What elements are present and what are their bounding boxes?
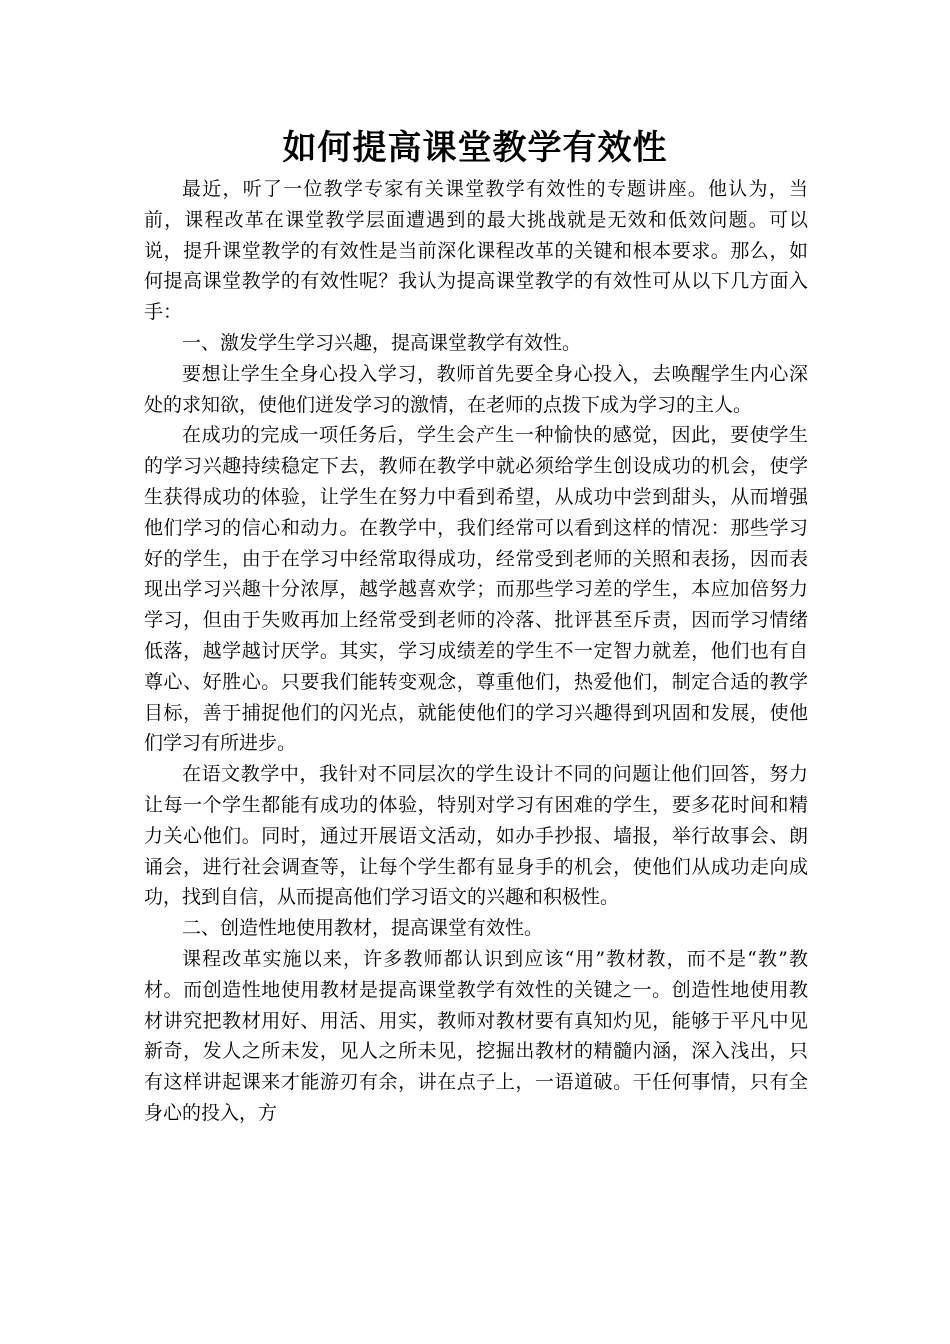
paragraph: 在成功的完成一项任务后，学生会产生一种愉快的感觉，因此，要使学生的学习兴趣持续稳定下去，教师在教学中就必须给学生创设成功的机会，使学生获得成功的体验，让学生在努力中看到希望，从成功中尝到甜头，从而增强他们学习的信心和动力。在教学中，我们经常可以看到这样的情况：那些学习好的学生，由于在学习中经常取得成功，经常受到老师的关照和表扬，因而表现出学习兴趣十分浓厚，越学越喜欢学；而那些学习差的学生，本应加倍努力学习，但由于失败再加上经常受到老师的冷落、批评甚至斥责，因而学习情绪低落，越学越讨厌学。其实，学习成绩差的学生不一定智力就差，他们也有自尊心、好胜心。只要我们能转变观念，尊重他们，热爱他们，制定合适的教学目标，善于捕捉他们的闪光点，就能使他们的学习兴趣得到巩固和发展，使他们学习有所进步。 [144,424,808,755]
section-heading-2: 二、创造性地使用教材，提高课堂有效性。 [182,917,544,940]
section-heading-1: 一、激发学生学习兴趣，提高课堂教学有效性。 [182,331,582,354]
paragraph: 在语文教学中，我针对不同层次的学生设计不同的问题让他们回答，努力让每一个学生都能有成功的体验，特别对学习有困难的学生，要多花时间和精力关心他们。同时，通过开展语文活动，如办手抄报、墙报，举行故事会、朗诵会，进行社会调查等，让每个学生都有显身手的机会，使他们从成功走向成功，找到自信，从而提高他们学习语文的兴趣和积极性。 [144,763,808,909]
paragraph-intro: 最近，听了一位教学专家有关课堂教学有效性的专题讲座。他认为，当前，课程改革在课堂教学层面遭遇到的最大挑战就是无效和低效问题。可以说，提升课堂教学的有效性是当前深化课程改革的关键和根本要求。那么，如何提高课堂教学的有效性呢？我认为提高课堂教学的有效性可从以下几方面入手： [144,178,808,324]
document-body [144,174,808,1129]
page-title: 如何提高课堂教学有效性 [282,128,668,168]
paragraph: 课程改革实施以来，许多教师都认识到应该“用”教材教，而不是“教”教材。而创造性地使用教材是提高课堂教学有效性的关键之一。创造性地使用教材讲究把教材用好、用活、用实，教师对教材要有真知灼见，能够于平凡中见新奇，发人之所未发，见人之所未见，挖掘出教材的精髓内涵，深入浅出，只有这样讲起课来才能游刃有余，讲在点子上，一语道破。干任何事情，只有全身心的投入，方 [144,947,808,1124]
paragraph: 要想让学生全身心投入学习，教师首先要全身心投入，去唤醒学生内心深处的求知欲，使他们迸发学习的激情，在老师的点拨下成为学习的主人。 [144,362,808,416]
